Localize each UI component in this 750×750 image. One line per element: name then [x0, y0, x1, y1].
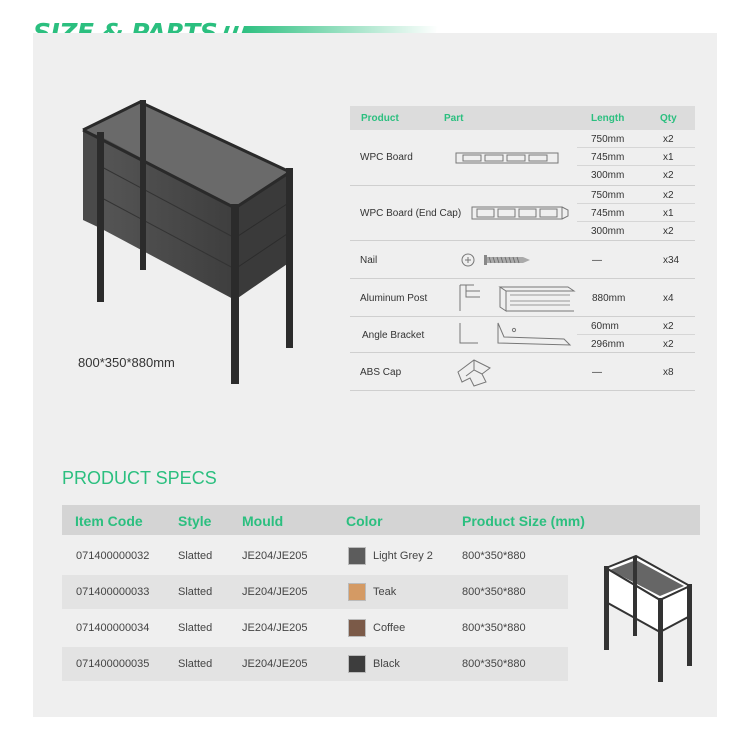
planter-image: [45, 70, 305, 400]
qty-value: x8: [663, 367, 674, 378]
qty-value: x2: [663, 339, 674, 350]
color-name: Light Grey 2: [373, 550, 433, 562]
header-style: Style: [178, 513, 212, 529]
part-row-abs-cap: [350, 353, 695, 391]
part-row-wpc-board: [350, 130, 695, 186]
mould-value: JE204/JE205: [242, 658, 308, 670]
part-name: Angle Bracket: [362, 330, 425, 341]
header-length: Length: [591, 113, 625, 124]
part-name: WPC Board (End Cap): [360, 208, 462, 219]
style-value: Slatted: [178, 622, 213, 634]
item-code: 071400000033: [76, 586, 150, 598]
mould-value: JE204/JE205: [242, 586, 308, 598]
spec-row: [62, 539, 568, 573]
abs-cap-icon: [456, 356, 492, 388]
color-name: Coffee: [373, 622, 406, 634]
color-swatch: [348, 583, 366, 601]
part-name: WPC Board: [360, 152, 413, 163]
spec-row: [62, 575, 568, 609]
parts-table: [350, 106, 695, 391]
length-value: —: [592, 367, 602, 378]
qty-value: x2: [663, 226, 674, 237]
color-name: Black: [373, 658, 400, 670]
item-code: 071400000035: [76, 658, 150, 670]
qty-value: x1: [663, 152, 674, 163]
header-item-code: Item Code: [75, 513, 143, 529]
product-size: 800*350*880: [462, 622, 526, 634]
qty-value: x2: [663, 134, 674, 145]
qty-value: x2: [663, 170, 674, 181]
length-value: 750mm: [591, 190, 625, 201]
style-value: Slatted: [178, 658, 213, 670]
spec-row: [62, 611, 568, 645]
part-name: Aluminum Post: [360, 293, 428, 304]
aluminum-post-icon: [458, 283, 578, 313]
qty-value: x1: [663, 208, 674, 219]
wpc-board-icon: [455, 151, 559, 165]
length-qty-list: [577, 130, 695, 184]
length-value: 745mm: [591, 152, 625, 163]
qty-value: x34: [663, 255, 680, 266]
qty-value: x2: [663, 190, 674, 201]
dimensions-label: 800*350*880mm: [78, 355, 175, 370]
part-name: Nail: [360, 255, 378, 266]
product-size: 800*350*880: [462, 586, 526, 598]
mould-value: JE204/JE205: [242, 622, 308, 634]
product-size: 800*350*880: [462, 550, 526, 562]
wpc-board-end-cap-icon: [471, 206, 569, 220]
length-value: 60mm: [591, 321, 619, 332]
spec-row: [62, 647, 568, 681]
header-part: Part: [444, 113, 464, 124]
length-qty-list: [577, 317, 695, 353]
item-code: 071400000032: [76, 550, 150, 562]
length-value: 300mm: [591, 226, 625, 237]
length-value: 750mm: [591, 134, 625, 145]
header-product: Product: [361, 113, 399, 124]
length-value: —: [592, 255, 602, 266]
specs-table-header: [62, 505, 700, 535]
mould-value: JE204/JE205: [242, 550, 308, 562]
color-swatch: [348, 547, 366, 565]
part-row-nail: [350, 241, 695, 279]
color-swatch: [348, 655, 366, 673]
style-value: Slatted: [178, 586, 213, 598]
part-row-aluminum-post: [350, 279, 695, 317]
parts-table-header: [350, 106, 695, 130]
header-color: Color: [346, 513, 383, 529]
nail-icon: [460, 252, 532, 268]
header-product-size: Product Size (mm): [462, 513, 585, 529]
length-qty-list: [577, 186, 695, 240]
qty-value: x2: [663, 321, 674, 332]
part-name: ABS Cap: [360, 367, 402, 378]
style-value: Slatted: [178, 550, 213, 562]
color-name: Teak: [373, 586, 397, 598]
header-qty: Qty: [660, 113, 677, 124]
length-value: 745mm: [591, 208, 625, 219]
color-swatch: [348, 619, 366, 637]
specs-title: PRODUCT SPECS: [62, 468, 217, 488]
angle-bracket-icon: [456, 321, 576, 349]
part-row-angle-bracket: [350, 317, 695, 353]
length-value: 880mm: [592, 293, 626, 304]
qty-value: x4: [663, 293, 674, 304]
header-mould: Mould: [242, 513, 284, 529]
part-row-wpc-board-end-cap: [350, 186, 695, 241]
planter-outline-image: [598, 552, 696, 682]
product-size: 800*350*880: [462, 658, 526, 670]
length-value: 300mm: [591, 170, 625, 181]
length-value: 296mm: [591, 339, 625, 350]
item-code: 071400000034: [76, 622, 150, 634]
